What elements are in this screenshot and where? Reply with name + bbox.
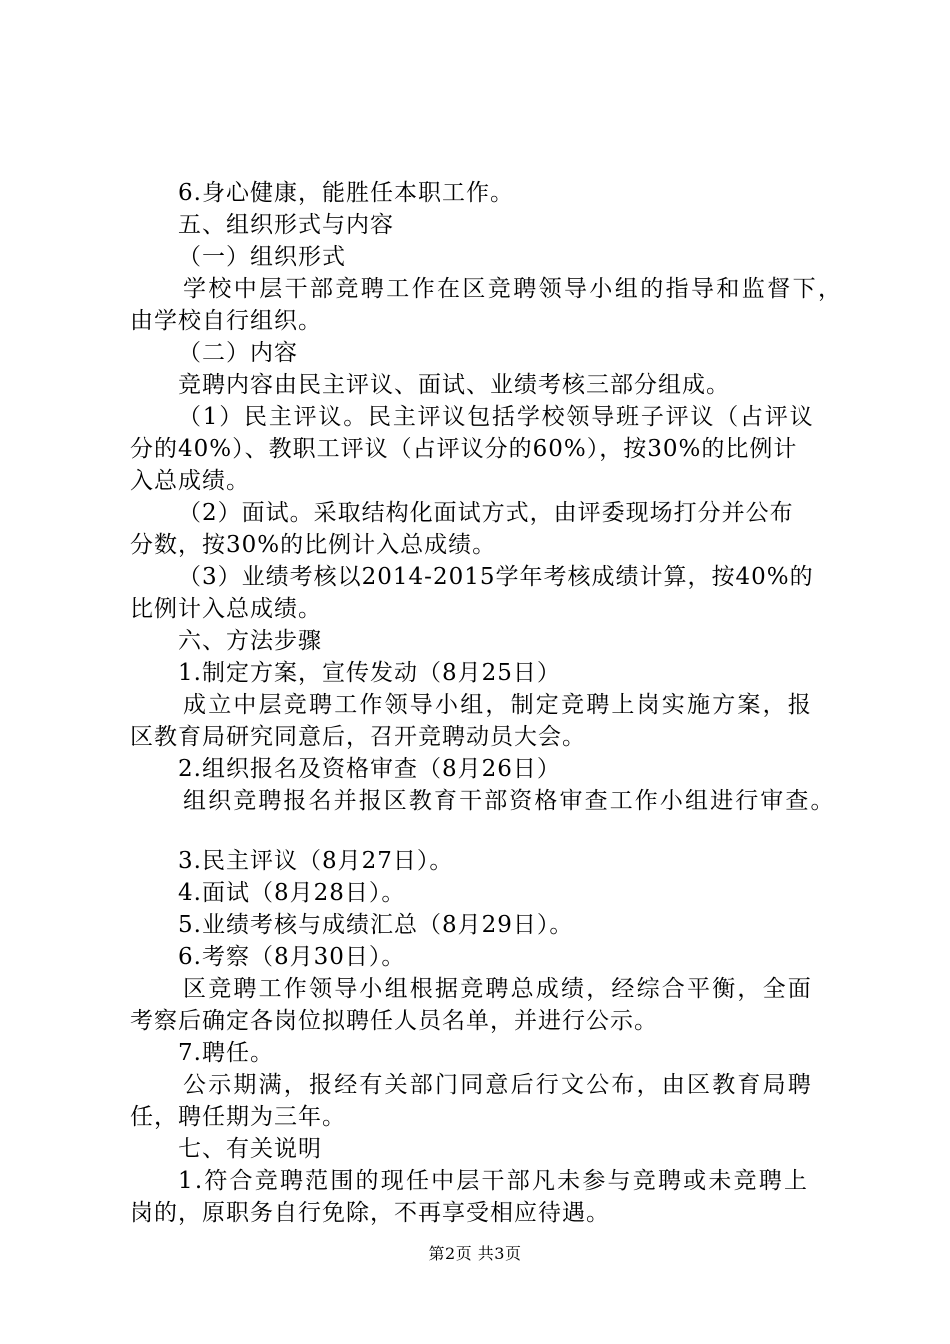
section-heading: 六、方法步骤: [178, 628, 322, 654]
text-line: 入总成绩。: [130, 468, 250, 494]
text-line: （2）面试。采取结构化面试方式，由评委现场打分并公布: [178, 500, 794, 526]
text-line: 6.考察（8月30日）。: [178, 944, 406, 970]
text-line: 公示期满，报经有关部门同意后行文公布，由区教育局聘: [183, 1072, 813, 1098]
text-line: 学校中层干部竞聘工作在区竞聘领导小组的指导和监督下，: [183, 276, 844, 302]
text-line: 2.组织报名及资格审查（8月26日）: [178, 756, 561, 782]
text-line: （3）业绩考核以2014-2015学年考核成绩计算，按40%的: [178, 564, 814, 590]
text-line: 考察后确定各岗位拟聘任人员名单，并进行公示。: [130, 1008, 658, 1034]
text-line: 成立中层竞聘工作领导小组，制定竞聘上岗实施方案，报: [183, 692, 813, 718]
subsection-heading: （一）组织形式: [178, 244, 346, 270]
text-line: 分数，按30%的比例计入总成绩。: [130, 532, 497, 558]
text-line: 7.聘任。: [178, 1040, 274, 1066]
text-line: 3.民主评议（8月27日）。: [178, 848, 454, 874]
subsection-heading: （二）内容: [178, 340, 298, 366]
text-line: 分的40%）、教职工评议（占评议分的60%），按30%的比例计: [130, 436, 798, 462]
text-line: 4.面试（8月28日）。: [178, 880, 406, 906]
text-line: （1）民主评议。民主评议包括学校领导班子评议（占评议: [178, 404, 815, 430]
text-line: 1.制定方案，宣传发动（8月25日）: [178, 660, 561, 686]
section-heading: 五、组织形式与内容: [178, 212, 394, 238]
page-number-footer: 第2页 共3页: [428, 1244, 522, 1263]
text-line: 1.符合竞聘范围的现任中层干部凡未参与竞聘或未竞聘上: [178, 1168, 810, 1194]
section-heading: 七、有关说明: [178, 1136, 322, 1162]
text-line: 比例计入总成绩。: [130, 596, 322, 622]
text-line: 岗的，原职务自行免除，不再享受相应待遇。: [130, 1200, 610, 1226]
text-line: 区竞聘工作领导小组根据竞聘总成绩，经综合平衡，全面: [183, 976, 813, 1002]
text-line: 区教育局研究同意后，召开竞聘动员大会。: [130, 724, 586, 750]
text-line: 5.业绩考核与成绩汇总（8月29日）。: [178, 912, 574, 938]
text-line: 竞聘内容由民主评议、面试、业绩考核三部分组成。: [178, 372, 730, 398]
text-line: 任，聘任期为三年。: [130, 1104, 346, 1130]
text-line: 组织竞聘报名并报区教育干部资格审查工作小组进行审查。: [183, 788, 836, 814]
text-line: 由学校自行组织。: [130, 308, 322, 334]
text-line: 6.身心健康，能胜任本职工作。: [178, 180, 514, 206]
